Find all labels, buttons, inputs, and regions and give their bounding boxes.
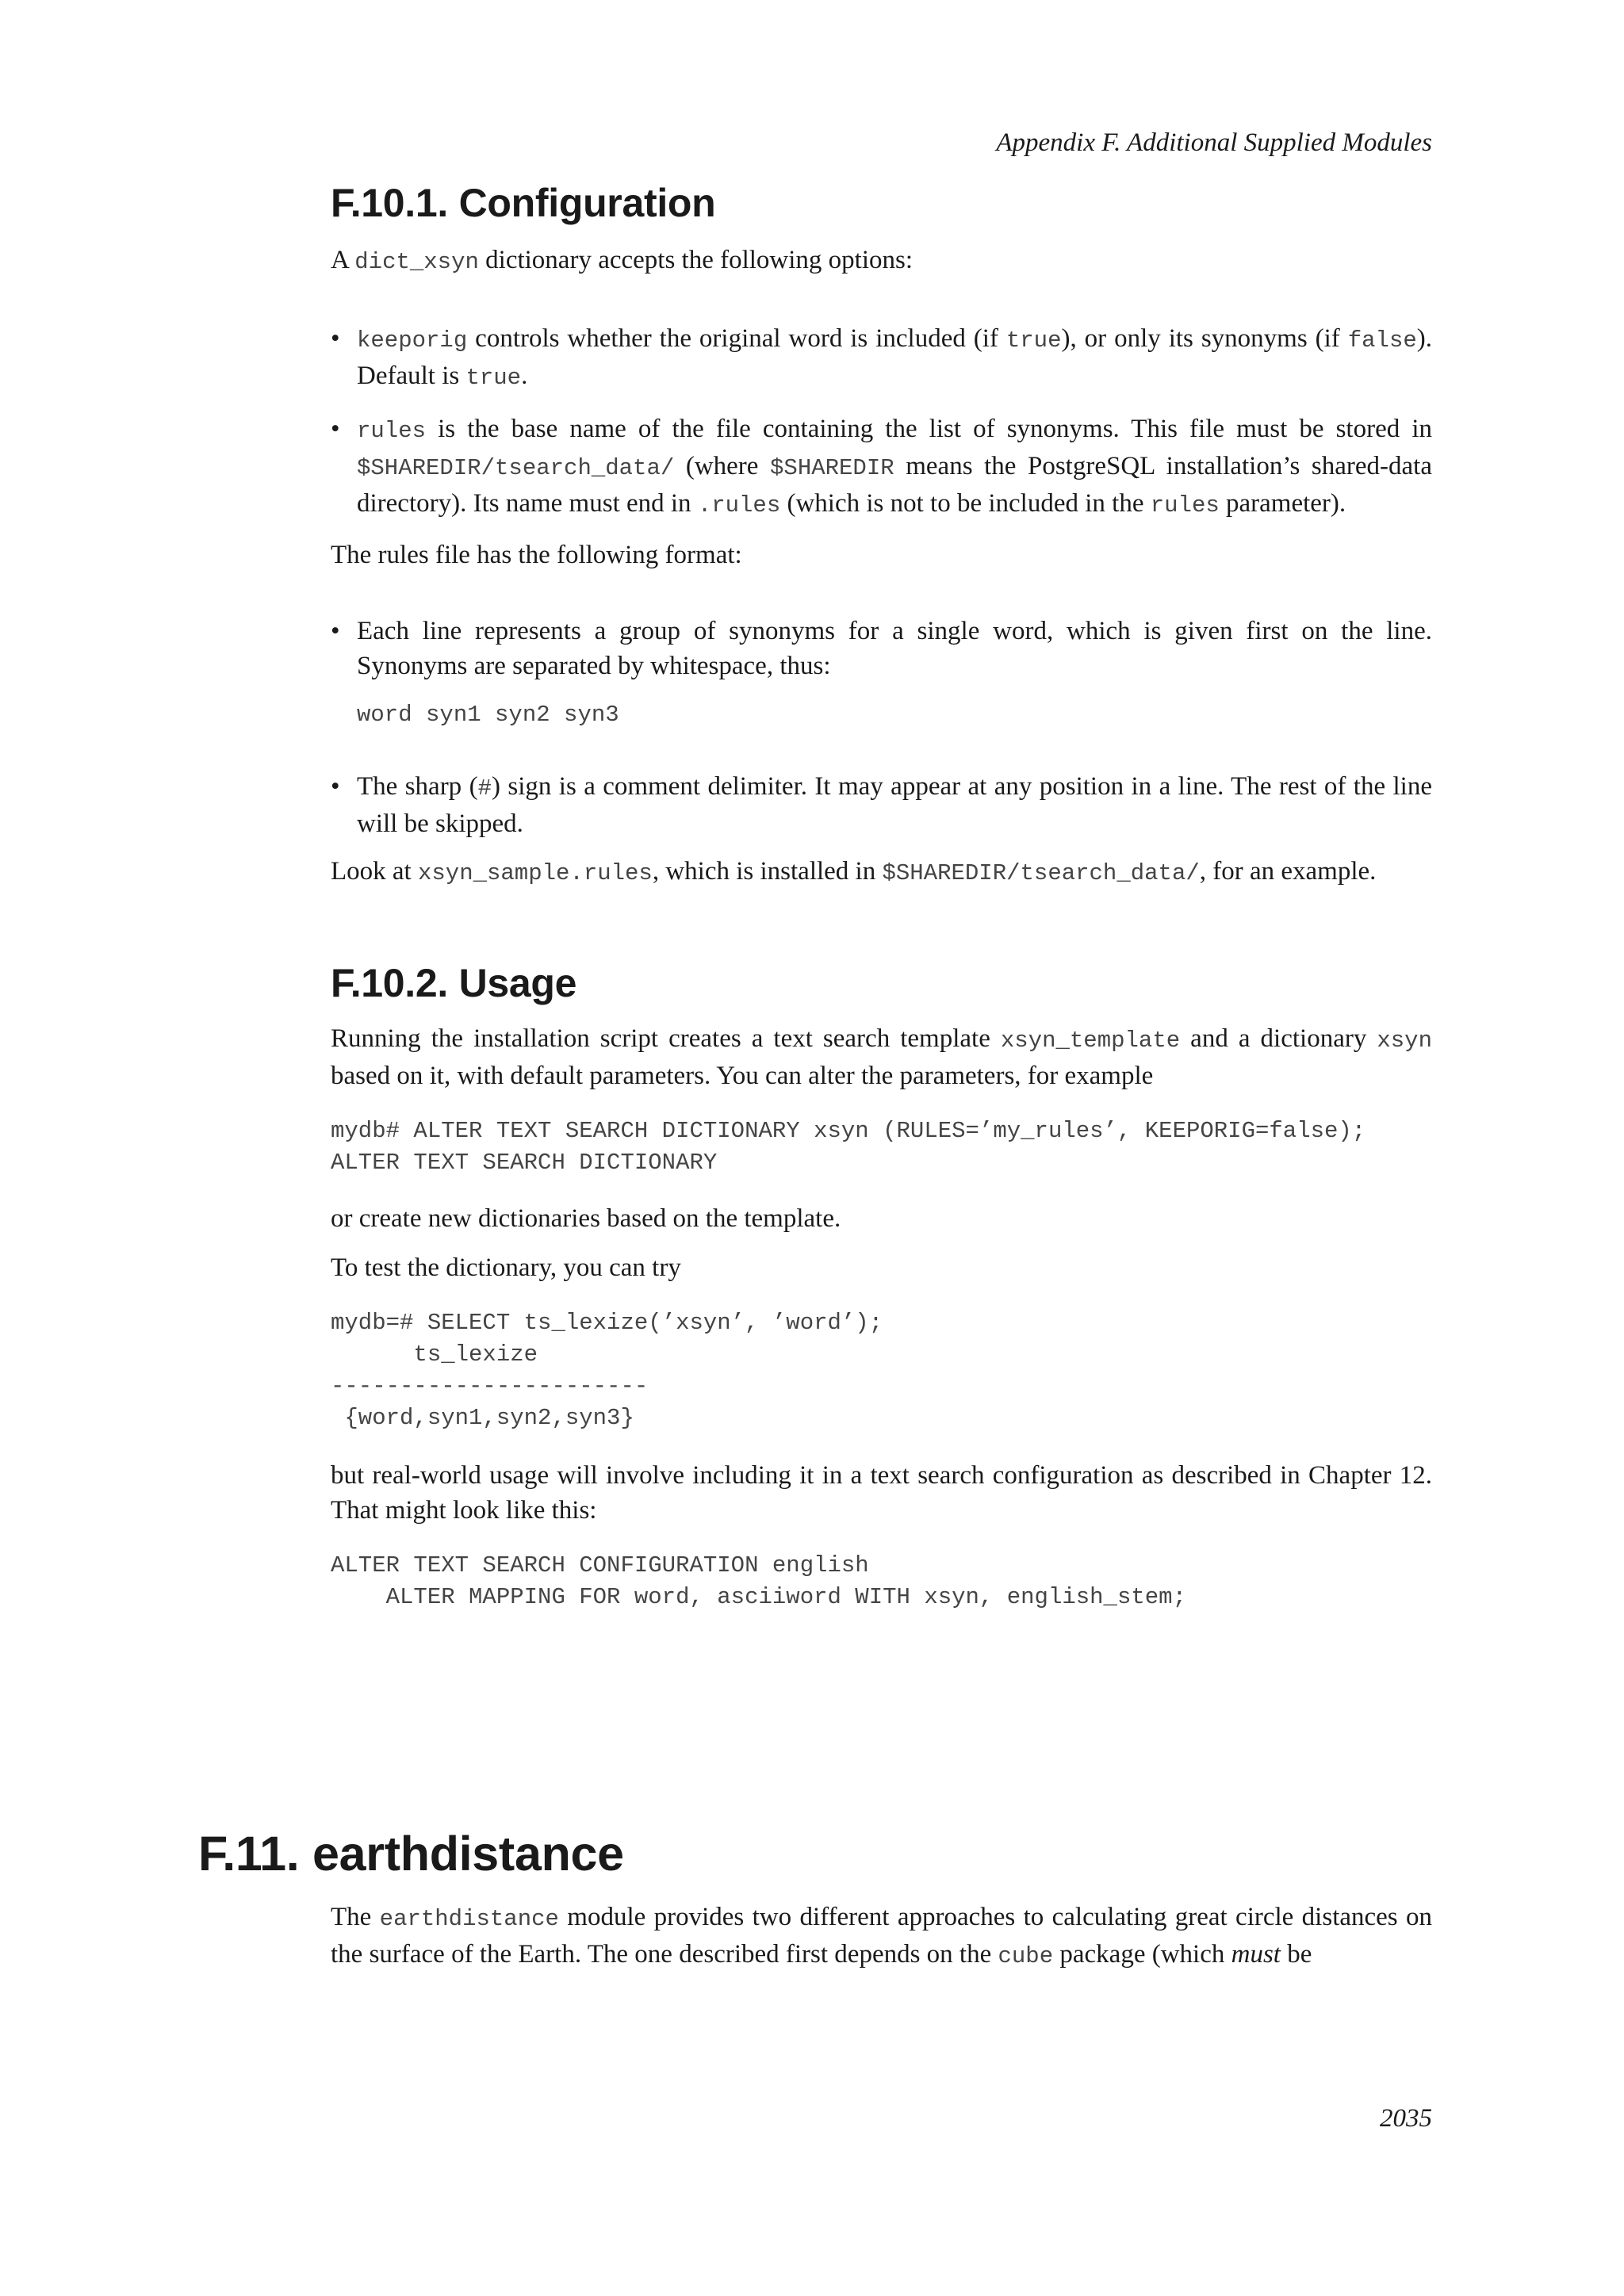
text-run: based on it, with default parameters. You can alter the parameters, for example bbox=[331, 1062, 1154, 1090]
inline-code: $SHAREDIR/tsearch_data/ bbox=[357, 455, 675, 481]
running-header: Appendix F. Additional Supplied Modules bbox=[996, 128, 1432, 157]
page-number: 2035 bbox=[1380, 2104, 1432, 2133]
bullet: • bbox=[331, 415, 340, 443]
text-run: The bbox=[331, 1903, 380, 1931]
text-run: A bbox=[331, 246, 355, 274]
synonym-line-example: word syn1 syn2 syn3 bbox=[357, 702, 619, 728]
inline-code: .rules bbox=[697, 492, 781, 519]
text-run: package (which bbox=[1053, 1940, 1231, 1969]
inline-code: xsyn_sample.rules bbox=[417, 860, 653, 886]
chapter-body bbox=[331, 1900, 1432, 1974]
main-content bbox=[331, 179, 1432, 1613]
text-run: Look at bbox=[331, 857, 418, 886]
text-run: ), or only its synonyms (if bbox=[1061, 324, 1348, 353]
bullet: • bbox=[331, 772, 340, 801]
option-rules bbox=[331, 411, 1432, 523]
options-list bbox=[331, 321, 1432, 523]
inline-code: earthdistance bbox=[379, 1906, 559, 1932]
text-run: and a dictionary bbox=[1180, 1024, 1377, 1053]
format-item-line bbox=[331, 614, 1432, 731]
text-run: ) sign is a comment delimiter. It may appear at any position in a line. The rest of the line will be skipped. bbox=[357, 772, 1432, 838]
section-title-usage: F.10.2. Usage bbox=[331, 961, 577, 1005]
option-keeporig bbox=[331, 321, 1432, 396]
text-run: module provides two different approaches to calculating great circle distances on the surface of the Earth. The one described first depends on the bbox=[331, 1903, 1432, 1969]
text-run: Running the installation script creates a text search template bbox=[331, 1024, 1001, 1053]
usage-create-note: or create new dictionaries based on the template. bbox=[331, 1204, 841, 1233]
earthdistance-intro bbox=[331, 1900, 1432, 1974]
text-run: . bbox=[521, 362, 528, 390]
alter-configuration-example: ALTER TEXT SEARCH CONFIGURATION english ALTER MAPPING FOR word, asciiword WITH xsyn, english_stem; bbox=[331, 1552, 1186, 1610]
inline-code: $SHAREDIR bbox=[770, 455, 894, 481]
chapter-title-earthdistance: F.11. earthdistance bbox=[198, 1827, 624, 1881]
usage-config-note: but real-world usage will involve including it in a text search configuration as described in Chapter 12. That might look like this: bbox=[331, 1461, 1432, 1525]
inline-code: rules bbox=[1150, 492, 1220, 519]
inline-code: rules bbox=[357, 418, 427, 444]
look-at-example bbox=[331, 854, 1432, 891]
text-run: dictionary accepts the following options: bbox=[478, 246, 914, 274]
text-run: , which is installed in bbox=[652, 857, 883, 886]
inline-code: xsyn bbox=[1377, 1027, 1432, 1054]
inline-code: dict_xsyn bbox=[354, 249, 479, 275]
text-run: controls whether the original word is included (if bbox=[467, 324, 1006, 353]
usage-intro bbox=[331, 1021, 1432, 1093]
inline-code: cube bbox=[998, 1943, 1054, 1969]
inline-code: true bbox=[465, 365, 522, 391]
inline-code: keeporig bbox=[357, 327, 468, 354]
text-run: ). Default is bbox=[357, 324, 1432, 390]
inline-code: true bbox=[1005, 327, 1062, 354]
section-title-configuration: F.10.1. Configuration bbox=[331, 181, 716, 225]
inline-code: $SHAREDIR/tsearch_data/ bbox=[882, 860, 1200, 886]
text-run: is the base name of the file containing the list of synonyms. This file must be stored in bbox=[426, 415, 1432, 443]
inline-code: false bbox=[1347, 327, 1417, 354]
text-run: , for an example. bbox=[1199, 857, 1377, 886]
inline-code: # bbox=[477, 775, 492, 802]
inline-code: xsyn_template bbox=[1000, 1027, 1181, 1054]
format-item-line-text: Each line represents a group of synonyms for a single word, which is given first on the line. Synonyms are separated by whitespace, thus: bbox=[357, 617, 1432, 680]
text-run: be bbox=[1280, 1940, 1312, 1969]
bullet: • bbox=[331, 617, 340, 645]
option-rules-text bbox=[357, 411, 1432, 523]
usage-test-note: To test the dictionary, you can try bbox=[331, 1253, 681, 1282]
ts-lexize-example: mydb=# SELECT ts_lexize(’xsyn’, ’word’); ts_lexize ----------------------- {word,syn1,syn2,syn3} bbox=[331, 1310, 883, 1431]
alter-dictionary-example: mydb# ALTER TEXT SEARCH DICTIONARY xsyn (RULES=’my_rules’, KEEPORIG=false); ALTER TEXT SEARCH DICTIONARY bbox=[331, 1118, 1366, 1176]
text-run: parameter). bbox=[1219, 489, 1346, 518]
format-item-sharp bbox=[331, 769, 1432, 841]
format-item-sharp-text bbox=[357, 769, 1432, 841]
option-keeporig-text bbox=[357, 321, 1432, 396]
format-list bbox=[331, 614, 1432, 841]
text-run: (where bbox=[674, 452, 771, 480]
text-run: (which is not to be included in the bbox=[780, 489, 1151, 518]
text-run: means the PostgreSQL installation’s shared-data directory). Its name must end in bbox=[357, 452, 1432, 518]
config-intro bbox=[331, 243, 1432, 280]
bullet: • bbox=[331, 324, 340, 353]
format-intro: The rules file has the following format: bbox=[331, 541, 742, 569]
text-run: The sharp ( bbox=[357, 772, 478, 801]
emphasis: must bbox=[1231, 1940, 1281, 1969]
